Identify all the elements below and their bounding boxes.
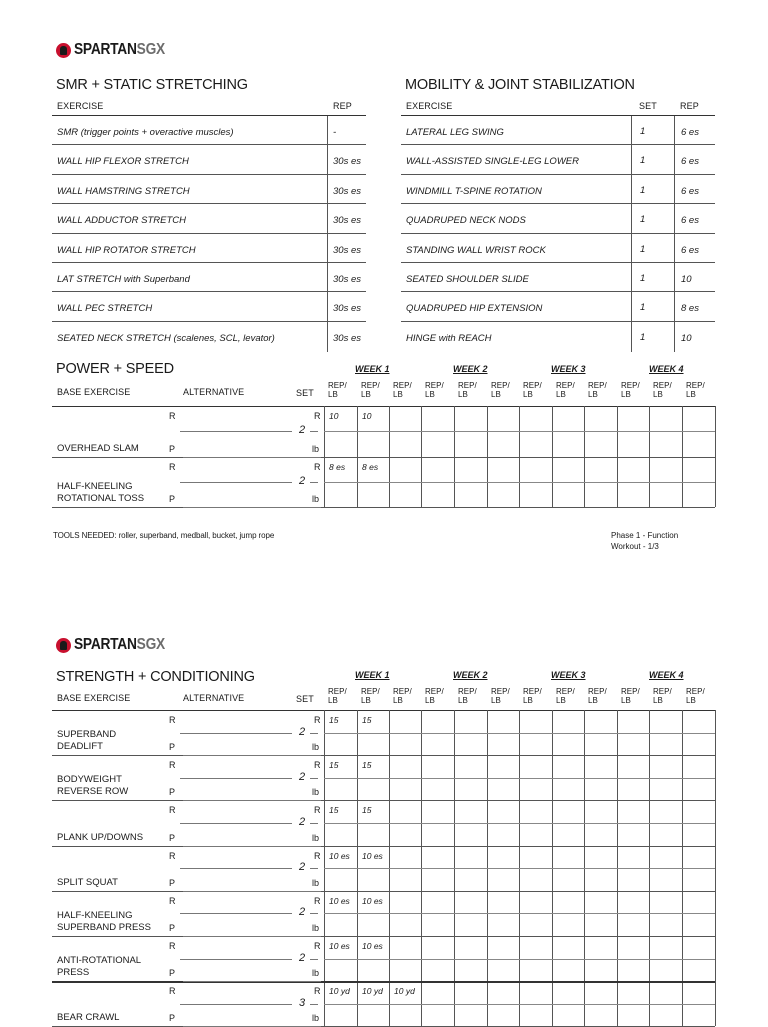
- smr-rep: 30s es: [333, 244, 361, 256]
- set-line: [310, 482, 318, 483]
- r-label: R: [169, 411, 176, 421]
- mobility-exercise: LATERAL LEG SWING: [406, 127, 504, 138]
- rep-lb-header: [458, 687, 477, 705]
- smr-row-rule: [52, 203, 366, 204]
- rep-label: REP/: [393, 687, 412, 696]
- lb-label: LB: [686, 390, 696, 399]
- set-line: [310, 733, 318, 734]
- rep-label: REP/: [425, 687, 444, 696]
- set-line: [310, 431, 318, 432]
- rep-lb-header: [653, 687, 672, 705]
- smr-exercise-header: EXERCISE: [57, 101, 104, 111]
- rep-lb-header: [328, 381, 347, 399]
- grid-row-rule: [52, 755, 715, 756]
- rep-lb-header: [588, 687, 607, 705]
- set-line: [310, 959, 318, 960]
- lb-label: LB: [425, 390, 435, 399]
- exercise-name-line: ROTATIONAL TOSS: [57, 493, 145, 504]
- base-exercise-header: BASE EXERCISE: [57, 387, 131, 397]
- rep-label: REP/: [393, 381, 412, 390]
- smr-exercise: WALL ADDUCTOR STRETCH: [57, 215, 186, 227]
- set-line: [310, 778, 318, 779]
- smr-exercise: WALL HAMSTRING STRETCH: [57, 185, 190, 197]
- phase-label: Phase 1 - Function: [611, 531, 679, 540]
- week-4-header: WEEK 4: [649, 364, 684, 374]
- lb-label: LB: [588, 390, 598, 399]
- exercise-name-line: DEADLIFT: [57, 741, 103, 753]
- set-line: [310, 913, 318, 914]
- alternative-p-line: [183, 981, 321, 982]
- exercise-name-line: HALF-KNEELING: [57, 481, 133, 492]
- exercise-name: [57, 1012, 119, 1024]
- mobility-rep: 6 es: [681, 156, 699, 168]
- rep-lb-header: [491, 687, 510, 705]
- rep-value: 10 es: [329, 941, 350, 951]
- mobility-exercise: WALL-ASSISTED SINGLE-LEG LOWER: [406, 156, 579, 168]
- week-1-header: WEEK 1: [355, 364, 390, 374]
- lb-label: LB: [588, 696, 598, 705]
- exercise-name-line: PRESS: [57, 967, 90, 979]
- exercise-name-line: SPLIT SQUAT: [57, 876, 118, 888]
- week-2-header: WEEK 2: [453, 670, 488, 680]
- week-3-header: WEEK 3: [551, 670, 586, 680]
- mobility-header-rule: [401, 115, 715, 116]
- r-label: R: [314, 850, 321, 861]
- mobility-exercise: QUADRUPED HIP EXTENSION: [406, 303, 543, 315]
- alternative-p-line: [183, 755, 321, 756]
- exercise-name-line: HALF-KNEELING: [57, 910, 133, 921]
- alternative-header: ALTERNATIVE: [183, 693, 245, 703]
- grid-row-rule: [52, 457, 715, 458]
- p-label: P: [169, 877, 176, 888]
- rep-label: REP/: [621, 687, 640, 696]
- alternative-p-line: [183, 457, 321, 458]
- alternative-p-line: [183, 800, 321, 801]
- spartan-helmet-icon: [56, 43, 71, 58]
- mobility-exercise: SEATED SHOULDER SLIDE: [406, 274, 529, 285]
- rep-lb-header: [361, 381, 380, 399]
- smr-rep: 30s es: [333, 156, 361, 168]
- r-label: R: [169, 715, 176, 725]
- rep-value: 15: [362, 760, 372, 771]
- lb-label: lb: [312, 832, 320, 843]
- set-value: 2: [299, 424, 306, 437]
- rep-lb-header: [556, 687, 575, 705]
- smr-column-divider: [327, 116, 328, 352]
- workout-label: Workout - 1/3: [611, 542, 659, 551]
- rep-lb-header: [653, 381, 672, 399]
- mobility-rep-header: REP: [680, 101, 699, 111]
- grid-column-line: [715, 406, 716, 507]
- smr-header-rule: [52, 115, 366, 116]
- mobility-exercise: HINGE with REACH: [406, 332, 492, 344]
- rep-lb-header: [458, 381, 477, 399]
- brand-bold: SPARTAN: [74, 41, 137, 58]
- smr-row-rule: [52, 174, 366, 175]
- set-line: [310, 823, 318, 824]
- rep-value: 8 es: [362, 461, 379, 472]
- rep-label: REP/: [458, 381, 477, 390]
- grid-row-rule: [52, 507, 715, 508]
- lb-label: LB: [523, 696, 533, 705]
- grid-mid-rule: [324, 868, 715, 869]
- brand-logo: [56, 41, 180, 59]
- set-value: 2: [299, 725, 306, 738]
- exercise-name: [57, 910, 151, 934]
- rep-value: 10 yd: [329, 986, 350, 997]
- mobility-set: 1: [640, 331, 646, 343]
- lb-label: LB: [393, 696, 403, 705]
- mobility-row-rule: [401, 321, 715, 322]
- mobility-rep: 10: [681, 274, 692, 285]
- smr-title: SMR + STATIC STRETCHING: [56, 77, 248, 93]
- exercise-name: [57, 481, 144, 505]
- rep-label: REP/: [686, 381, 705, 390]
- lb-label: LB: [491, 696, 501, 705]
- grid-mid-rule: [324, 733, 715, 734]
- grid-mid-rule: [324, 823, 715, 824]
- smr-exercise: LAT STRETCH with Superband: [57, 274, 190, 285]
- rep-lb-header: [621, 687, 640, 705]
- mobility-set: 1: [640, 184, 646, 196]
- rep-label: REP/: [621, 381, 640, 390]
- smr-row-rule: [52, 262, 366, 263]
- lb-label: LB: [458, 390, 468, 399]
- r-label: R: [169, 461, 176, 472]
- rep-value: 8 es: [329, 461, 346, 472]
- alternative-r-line: [180, 733, 292, 734]
- grid-mid-rule: [324, 959, 715, 960]
- alternative-r-line: [180, 959, 292, 960]
- set-value: 3: [299, 996, 306, 1009]
- lb-label: LB: [491, 390, 501, 399]
- lb-label: LB: [653, 696, 663, 705]
- smr-rep: 30s es: [333, 332, 361, 344]
- rep-label: REP/: [686, 687, 705, 696]
- mobility-row-rule: [401, 233, 715, 234]
- lb-label: LB: [686, 696, 696, 705]
- p-label: P: [169, 494, 176, 504]
- lb-label: lb: [312, 742, 320, 753]
- r-label: R: [314, 895, 321, 906]
- rep-lb-header: [393, 381, 412, 399]
- rep-value: 15: [362, 715, 372, 725]
- exercise-name-line: SUPERBAND: [57, 729, 117, 741]
- rep-value: 15: [329, 805, 339, 816]
- smr-rep: 30s es: [333, 185, 361, 197]
- mobility-exercise: STANDING WALL WRIST ROCK: [406, 244, 546, 256]
- set-value: 2: [299, 906, 306, 919]
- set-header: SET: [296, 388, 314, 398]
- p-label: P: [169, 832, 176, 843]
- exercise-name: [57, 877, 118, 889]
- exercise-name: [57, 774, 128, 798]
- rep-value: 15: [329, 715, 339, 725]
- rep-label: REP/: [556, 687, 575, 696]
- mobility-row-rule: [401, 262, 715, 263]
- rep-label: REP/: [361, 687, 380, 696]
- rep-lb-header: [588, 381, 607, 399]
- rep-lb-header: [556, 381, 575, 399]
- lb-label: LB: [328, 390, 338, 399]
- rep-value: 10 es: [362, 895, 383, 906]
- grid-column-line: [715, 710, 716, 1026]
- alternative-r-line: [180, 823, 292, 824]
- lb-label: lb: [312, 923, 320, 933]
- alternative-r-line: [180, 778, 292, 779]
- alternative-p-line: [183, 507, 321, 508]
- mobility-set: 1: [640, 155, 646, 167]
- mobility-exercise: QUADRUPED NECK NODS: [406, 215, 526, 227]
- exercise-name-line: BODYWEIGHT: [57, 774, 122, 786]
- lb-label: LB: [621, 390, 631, 399]
- mobility-set: 1: [640, 273, 646, 284]
- exercise-name-line: SUPERBAND PRESS: [57, 922, 151, 933]
- exercise-name-line: BEAR CRAWL: [57, 1012, 120, 1024]
- smr-rep: 30s es: [333, 274, 361, 285]
- smr-rep-header: REP: [333, 101, 352, 111]
- set-value: 2: [299, 474, 306, 487]
- mobility-rep: 6 es: [681, 185, 699, 197]
- rep-value: 10: [362, 411, 372, 421]
- lb-label: lb: [312, 443, 320, 454]
- rep-label: REP/: [556, 381, 575, 390]
- set-value: 2: [299, 951, 306, 964]
- mobility-row-rule: [401, 174, 715, 175]
- rep-label: REP/: [361, 381, 380, 390]
- mobility-exercise-header: EXERCISE: [406, 101, 453, 111]
- mobility-set: 1: [640, 214, 646, 226]
- rep-value: 10 es: [362, 941, 383, 951]
- rep-lb-header: [393, 687, 412, 705]
- exercise-name-line: ANTI-ROTATIONAL: [57, 955, 142, 967]
- p-label: P: [169, 1013, 176, 1024]
- rep-label: REP/: [588, 381, 607, 390]
- lb-label: LB: [556, 390, 566, 399]
- smr-exercise: WALL HIP ROTATOR STRETCH: [57, 244, 196, 256]
- smr-rep: 30s es: [333, 303, 361, 315]
- alternative-r-line: [180, 868, 292, 869]
- rep-label: REP/: [653, 381, 672, 390]
- r-label: R: [169, 941, 176, 951]
- rep-lb-header: [328, 687, 347, 705]
- alternative-r-line: [180, 1004, 292, 1005]
- rep-lb-header: [425, 687, 444, 705]
- smr-exercise: SMR (trigger points + overactive muscles): [57, 127, 234, 138]
- p-label: P: [169, 923, 176, 933]
- alternative-r-line: [180, 482, 292, 483]
- grid-row-rule: [52, 936, 715, 937]
- lb-label: lb: [312, 787, 320, 798]
- set-value: 2: [299, 770, 306, 783]
- brand-light: SGX: [136, 41, 165, 58]
- rep-label: REP/: [491, 687, 510, 696]
- lb-label: LB: [621, 696, 631, 705]
- rep-lb-header: [425, 381, 444, 399]
- mobility-rep: 6 es: [681, 244, 699, 256]
- r-label: R: [314, 411, 321, 421]
- exercise-name-line: PLANK UP/DOWNS: [57, 831, 144, 843]
- rep-lb-header: [621, 381, 640, 399]
- mobility-column-divider: [674, 116, 675, 352]
- r-label: R: [169, 895, 176, 906]
- p-label: P: [169, 787, 176, 798]
- smr-row-rule: [52, 321, 366, 322]
- strength-title: STRENGTH + CONDITIONING: [56, 669, 255, 685]
- mobility-rep: 6 es: [681, 215, 699, 227]
- lb-label: LB: [523, 390, 533, 399]
- alternative-p-line: [183, 846, 321, 847]
- brand-light: SGX: [136, 636, 165, 653]
- smr-row-rule: [52, 291, 366, 292]
- rep-lb-header: [686, 381, 705, 399]
- set-value: 2: [299, 816, 306, 828]
- mobility-row-rule: [401, 291, 715, 292]
- r-label: R: [314, 986, 321, 997]
- smr-rep: -: [333, 127, 337, 138]
- rep-label: REP/: [328, 687, 347, 696]
- lb-label: lb: [312, 968, 320, 979]
- rep-lb-header: [361, 687, 380, 705]
- r-label: R: [169, 805, 176, 816]
- smr-exercise: SEATED NECK STRETCH (scalenes, SCL, levator): [57, 332, 275, 344]
- exercise-name: [57, 832, 143, 844]
- set-value: 2: [299, 861, 306, 874]
- rep-value: 10 yd: [362, 986, 383, 997]
- mobility-set: 1: [640, 243, 646, 255]
- mobility-row-rule: [401, 144, 715, 145]
- p-label: P: [169, 443, 176, 454]
- set-header: SET: [296, 694, 314, 704]
- power-title: POWER + SPEED: [56, 361, 174, 377]
- rep-value: 10 es: [362, 850, 383, 861]
- r-label: R: [314, 805, 321, 816]
- r-label: R: [169, 986, 176, 997]
- week-3-header: WEEK 3: [551, 364, 586, 374]
- lb-label: lb: [312, 1013, 320, 1024]
- rep-value: 10 es: [329, 895, 350, 906]
- mobility-rep: 8 es: [681, 303, 699, 315]
- brand-logo-2: [56, 636, 180, 654]
- r-label: R: [314, 941, 321, 951]
- exercise-name: [57, 443, 139, 455]
- exercise-name-line: OVERHEAD SLAM: [57, 442, 139, 454]
- rep-label: REP/: [458, 687, 477, 696]
- alternative-header: ALTERNATIVE: [183, 387, 245, 397]
- set-line: [310, 868, 318, 869]
- lb-label: LB: [556, 696, 566, 705]
- rep-label: REP/: [425, 381, 444, 390]
- lb-label: LB: [328, 696, 338, 705]
- rep-value: 10: [329, 411, 339, 421]
- r-label: R: [314, 461, 321, 472]
- smr-exercise: WALL HIP FLEXOR STRETCH: [57, 156, 189, 168]
- rep-value: 15: [362, 805, 372, 816]
- tools-needed: TOOLS NEEDED: roller, superband, medball, bucket, jump rope: [53, 531, 275, 540]
- rep-label: REP/: [653, 687, 672, 696]
- rep-label: REP/: [523, 687, 542, 696]
- rep-label: REP/: [328, 381, 347, 390]
- rep-value: 10 es: [329, 850, 350, 861]
- mobility-rep: 10: [681, 332, 692, 344]
- alternative-p-line: [183, 891, 321, 892]
- grid-row-rule: [52, 981, 715, 983]
- rep-lb-header: [523, 381, 542, 399]
- lb-label: LB: [393, 390, 403, 399]
- lb-label: LB: [361, 696, 371, 705]
- mobility-title: MOBILITY & JOINT STABILIZATION: [405, 77, 635, 93]
- rep-value: 10 yd: [394, 986, 415, 997]
- rep-label: REP/: [523, 381, 542, 390]
- smr-rep: 30s es: [333, 215, 361, 227]
- alternative-r-line: [180, 913, 292, 914]
- lb-label: LB: [458, 696, 468, 705]
- grid-mid-rule: [324, 778, 715, 779]
- lb-label: LB: [425, 696, 435, 705]
- rep-lb-header: [686, 687, 705, 705]
- grid-mid-rule: [324, 431, 715, 432]
- rep-lb-header: [523, 687, 542, 705]
- spartan-helmet-icon: [56, 638, 71, 653]
- smr-row-rule: [52, 144, 366, 145]
- mobility-exercise: WINDMILL T-SPINE ROTATION: [406, 185, 542, 197]
- r-label: R: [169, 850, 176, 861]
- alternative-p-line: [183, 936, 321, 937]
- mobility-set-header: SET: [639, 101, 657, 111]
- smr-exercise: WALL PEC STRETCH: [57, 303, 153, 315]
- mobility-set: 1: [640, 302, 646, 314]
- set-line: [310, 1004, 318, 1005]
- grid-row-rule: [52, 800, 715, 801]
- smr-row-rule: [52, 233, 366, 234]
- grid-mid-rule: [324, 482, 715, 483]
- rep-value: 15: [329, 760, 339, 771]
- grid-header-rule: [52, 710, 715, 711]
- mobility-row-rule: [401, 203, 715, 204]
- p-label: P: [169, 742, 176, 753]
- grid-row-rule: [52, 846, 715, 847]
- grid-header-rule: [52, 406, 715, 407]
- rep-lb-header: [491, 381, 510, 399]
- lb-label: LB: [653, 390, 663, 399]
- rep-label: REP/: [588, 687, 607, 696]
- lb-label: lb: [312, 877, 320, 888]
- r-label: R: [169, 760, 176, 771]
- mobility-rep: 6 es: [681, 127, 699, 138]
- base-exercise-header: BASE EXERCISE: [57, 693, 131, 703]
- exercise-name: [57, 955, 141, 979]
- lb-label: lb: [312, 494, 320, 504]
- mobility-set: 1: [640, 126, 646, 137]
- grid-mid-rule: [324, 913, 715, 914]
- exercise-name: [57, 729, 116, 753]
- week-2-header: WEEK 2: [453, 364, 488, 374]
- rep-label: REP/: [491, 381, 510, 390]
- week-1-header: WEEK 1: [355, 670, 390, 680]
- alternative-r-line: [180, 431, 292, 432]
- week-4-header: WEEK 4: [649, 670, 684, 680]
- grid-mid-rule: [324, 1004, 715, 1005]
- r-label: R: [314, 715, 321, 725]
- exercise-name-line: REVERSE ROW: [57, 786, 129, 798]
- lb-label: LB: [361, 390, 371, 399]
- brand-bold: SPARTAN: [74, 636, 137, 653]
- p-label: P: [169, 968, 176, 979]
- r-label: R: [314, 760, 321, 771]
- mobility-column-divider: [631, 116, 632, 352]
- grid-row-rule: [52, 891, 715, 892]
